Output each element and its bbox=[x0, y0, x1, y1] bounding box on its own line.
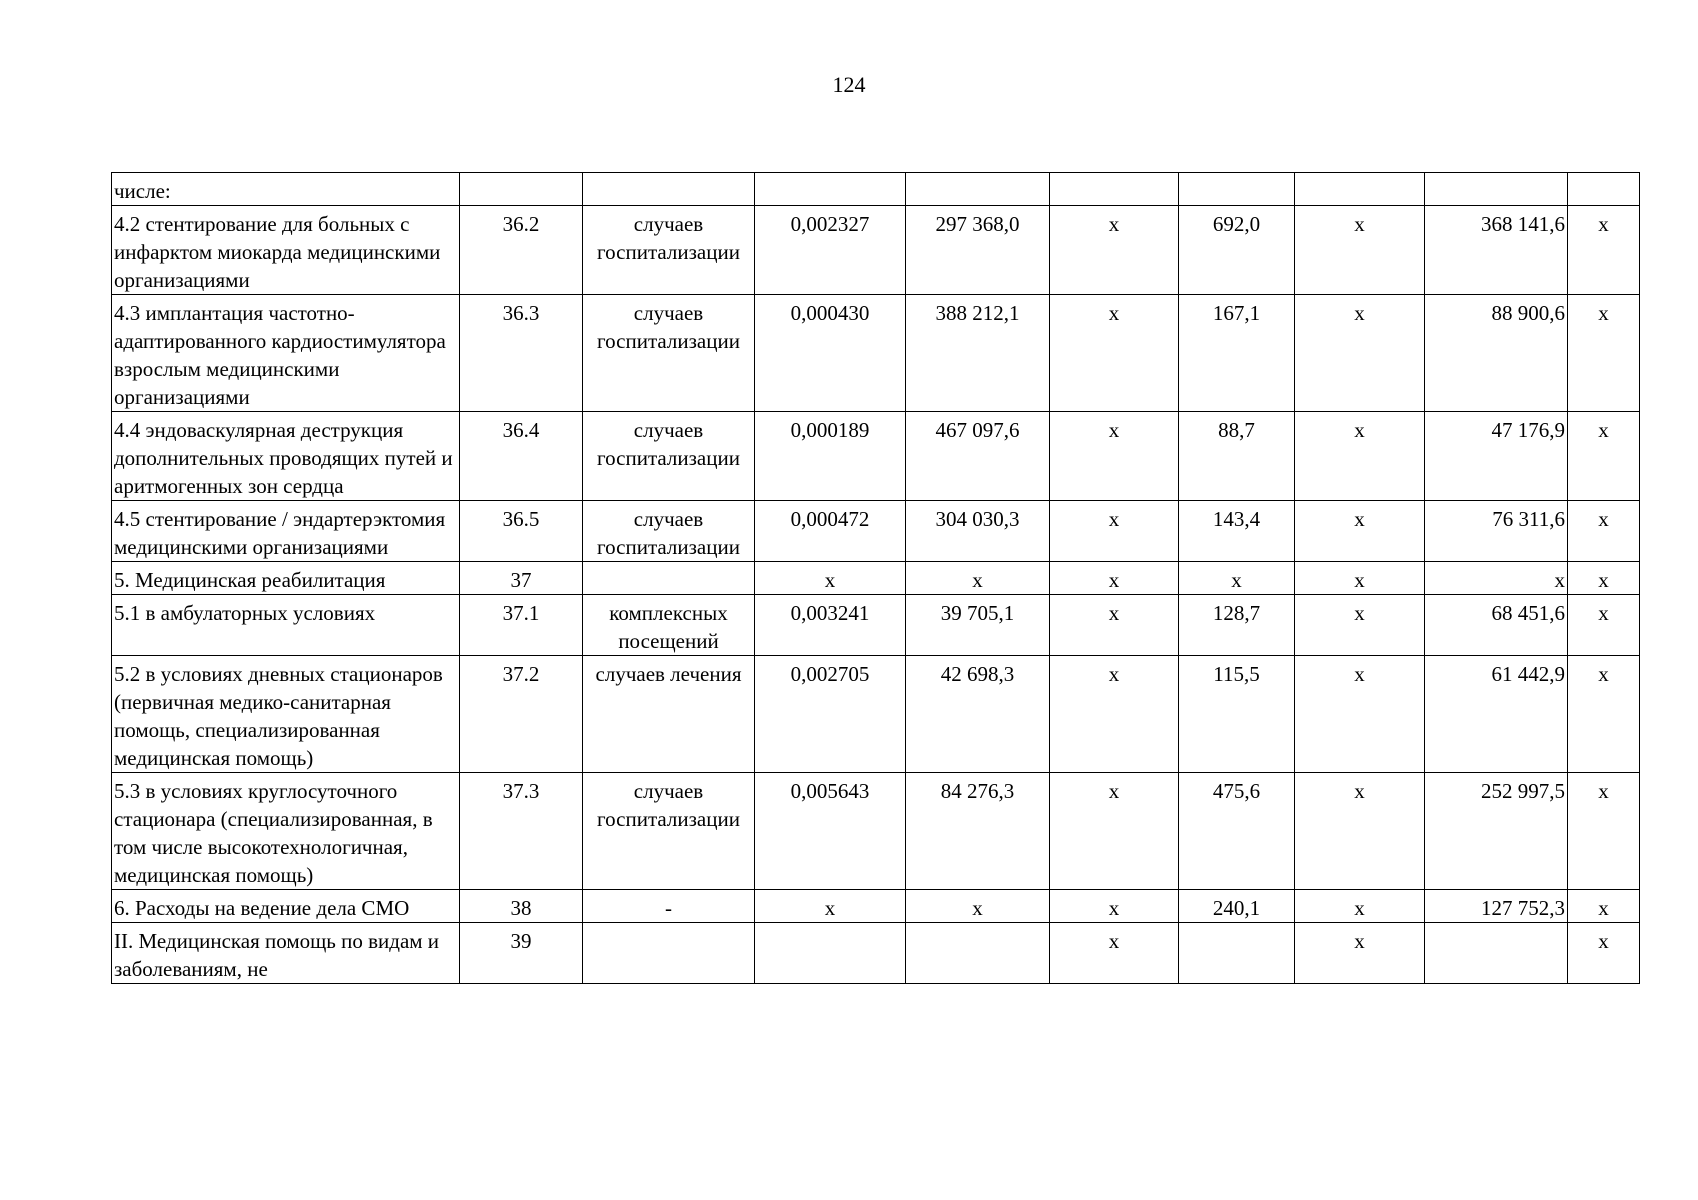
cell-norm-volume: x bbox=[755, 562, 906, 595]
cell-row-code: 39 bbox=[460, 923, 583, 984]
cell-row-code: 38 bbox=[460, 890, 583, 923]
cell-value-4 bbox=[1179, 923, 1295, 984]
cell-value-6: 47 176,9 bbox=[1425, 412, 1568, 501]
cell-value-5: x bbox=[1295, 595, 1425, 656]
cell-value-3: x bbox=[1050, 501, 1179, 562]
cell-name: 6. Расходы на ведение дела СМО bbox=[112, 890, 460, 923]
cell-norm-volume: 0,002705 bbox=[755, 656, 906, 773]
cell-unit: случаев госпитализации bbox=[583, 206, 755, 295]
cell-value-3: x bbox=[1050, 923, 1179, 984]
cell-name: числе: bbox=[112, 173, 460, 206]
cell-unit: комплексных посещений bbox=[583, 595, 755, 656]
cell-norm-cost: 84 276,3 bbox=[906, 773, 1050, 890]
cell-value-7 bbox=[1568, 173, 1640, 206]
cell-row-code: 37.1 bbox=[460, 595, 583, 656]
cell-unit bbox=[583, 923, 755, 984]
cell-value-6: 88 900,6 bbox=[1425, 295, 1568, 412]
cell-name: 4.4 эндоваскулярная деструкция дополнительных проводящих путей и аритмогенных зон сердца bbox=[112, 412, 460, 501]
cell-row-code: 36.3 bbox=[460, 295, 583, 412]
cell-name: 5.2 в условиях дневных стационаров (первичная медико-санитарная помощь, специализированная медицинская помощь) bbox=[112, 656, 460, 773]
cell-value-4: 167,1 bbox=[1179, 295, 1295, 412]
cell-value-5: x bbox=[1295, 656, 1425, 773]
cell-value-3: x bbox=[1050, 206, 1179, 295]
cell-norm-cost: 297 368,0 bbox=[906, 206, 1050, 295]
table-row bbox=[112, 173, 1640, 206]
cell-value-7: x bbox=[1568, 295, 1640, 412]
cell-value-6: 127 752,3 bbox=[1425, 890, 1568, 923]
cell-value-6: 76 311,6 bbox=[1425, 501, 1568, 562]
data-table bbox=[111, 172, 1640, 984]
cell-norm-cost: 42 698,3 bbox=[906, 656, 1050, 773]
table-row bbox=[112, 501, 1640, 562]
cell-value-3: x bbox=[1050, 656, 1179, 773]
cell-value-5 bbox=[1295, 173, 1425, 206]
cell-value-4: 475,6 bbox=[1179, 773, 1295, 890]
cell-value-3 bbox=[1050, 173, 1179, 206]
table-row bbox=[112, 656, 1640, 773]
cell-unit: случаев госпитализации bbox=[583, 773, 755, 890]
cell-value-5: x bbox=[1295, 890, 1425, 923]
cell-norm-volume: 0,003241 bbox=[755, 595, 906, 656]
cell-name: II. Медицинская помощь по видам и заболеваниям, не bbox=[112, 923, 460, 984]
cell-row-code: 37 bbox=[460, 562, 583, 595]
cell-name: 5. Медицинская реабилитация bbox=[112, 562, 460, 595]
cell-value-7: x bbox=[1568, 501, 1640, 562]
cell-value-7: x bbox=[1568, 562, 1640, 595]
cell-value-4: 88,7 bbox=[1179, 412, 1295, 501]
page-number: 124 bbox=[832, 72, 866, 97]
cell-name: 5.1 в амбулаторных условиях bbox=[112, 595, 460, 656]
cell-norm-volume: 0,000472 bbox=[755, 501, 906, 562]
cell-value-6: 252 997,5 bbox=[1425, 773, 1568, 890]
cell-name: 4.2 стентирование для больных с инфарктом миокарда медицинскими организациями bbox=[112, 206, 460, 295]
cell-norm-cost bbox=[906, 173, 1050, 206]
cell-norm-volume: 0,005643 bbox=[755, 773, 906, 890]
cell-unit: случаев госпитализации bbox=[583, 412, 755, 501]
cell-value-4: 692,0 bbox=[1179, 206, 1295, 295]
cell-value-6 bbox=[1425, 173, 1568, 206]
table-row bbox=[112, 562, 1640, 595]
cell-norm-volume bbox=[755, 923, 906, 984]
cell-row-code bbox=[460, 173, 583, 206]
cell-norm-cost bbox=[906, 923, 1050, 984]
cell-name: 5.3 в условиях круглосуточного стационара (специализированная, в том числе высокотехнологичная, медицинская помощь) bbox=[112, 773, 460, 890]
cell-norm-volume: 0,000430 bbox=[755, 295, 906, 412]
cell-value-4: 128,7 bbox=[1179, 595, 1295, 656]
cell-value-5: x bbox=[1295, 773, 1425, 890]
table-row bbox=[112, 923, 1640, 984]
cell-value-4: 115,5 bbox=[1179, 656, 1295, 773]
cell-value-7: x bbox=[1568, 595, 1640, 656]
cell-value-6: 68 451,6 bbox=[1425, 595, 1568, 656]
table-body bbox=[112, 173, 1640, 984]
cell-value-7: x bbox=[1568, 656, 1640, 773]
cell-unit: случаев госпитализации bbox=[583, 295, 755, 412]
table-row bbox=[112, 595, 1640, 656]
cell-row-code: 36.5 bbox=[460, 501, 583, 562]
table-row bbox=[112, 890, 1640, 923]
table-row bbox=[112, 206, 1640, 295]
cell-name: 4.3 имплантация частотно-адаптированного кардиостимулятора взрослым медицинскими организациями bbox=[112, 295, 460, 412]
cell-value-7: x bbox=[1568, 773, 1640, 890]
cell-value-6: 61 442,9 bbox=[1425, 656, 1568, 773]
cell-value-6 bbox=[1425, 923, 1568, 984]
cell-value-5: x bbox=[1295, 412, 1425, 501]
cell-value-5: x bbox=[1295, 923, 1425, 984]
cell-norm-cost: 388 212,1 bbox=[906, 295, 1050, 412]
table-row bbox=[112, 412, 1640, 501]
cell-norm-volume: 0,002327 bbox=[755, 206, 906, 295]
cell-norm-volume: x bbox=[755, 890, 906, 923]
cell-value-4: x bbox=[1179, 562, 1295, 595]
cell-norm-cost: 467 097,6 bbox=[906, 412, 1050, 501]
table-row bbox=[112, 295, 1640, 412]
cell-value-7: x bbox=[1568, 923, 1640, 984]
cell-value-3: x bbox=[1050, 412, 1179, 501]
cell-value-3: x bbox=[1050, 295, 1179, 412]
cell-value-4: 240,1 bbox=[1179, 890, 1295, 923]
cell-value-4: 143,4 bbox=[1179, 501, 1295, 562]
cell-name: 4.5 стентирование / эндартерэктомия медицинскими организациями bbox=[112, 501, 460, 562]
table-row bbox=[112, 773, 1640, 890]
cell-norm-cost: x bbox=[906, 890, 1050, 923]
cell-value-5: x bbox=[1295, 562, 1425, 595]
cell-row-code: 36.4 bbox=[460, 412, 583, 501]
cell-norm-cost: x bbox=[906, 562, 1050, 595]
cell-value-6: 368 141,6 bbox=[1425, 206, 1568, 295]
cell-norm-volume bbox=[755, 173, 906, 206]
cell-unit: случаев лечения bbox=[583, 656, 755, 773]
cell-value-7: x bbox=[1568, 206, 1640, 295]
cell-value-5: x bbox=[1295, 295, 1425, 412]
cell-norm-volume: 0,000189 bbox=[755, 412, 906, 501]
cell-value-7: x bbox=[1568, 412, 1640, 501]
cell-value-5: x bbox=[1295, 501, 1425, 562]
cell-value-4 bbox=[1179, 173, 1295, 206]
cell-row-code: 36.2 bbox=[460, 206, 583, 295]
cell-unit bbox=[583, 173, 755, 206]
cell-norm-cost: 304 030,3 bbox=[906, 501, 1050, 562]
cell-value-3: x bbox=[1050, 595, 1179, 656]
cell-value-3: x bbox=[1050, 562, 1179, 595]
cell-value-3: x bbox=[1050, 890, 1179, 923]
cell-value-3: x bbox=[1050, 773, 1179, 890]
cell-unit bbox=[583, 562, 755, 595]
cell-value-7: x bbox=[1568, 890, 1640, 923]
cell-value-5: x bbox=[1295, 206, 1425, 295]
cell-unit: - bbox=[583, 890, 755, 923]
cell-value-6: x bbox=[1425, 562, 1568, 595]
cell-unit: случаев госпитализации bbox=[583, 501, 755, 562]
cell-row-code: 37.2 bbox=[460, 656, 583, 773]
cell-norm-cost: 39 705,1 bbox=[906, 595, 1050, 656]
cell-row-code: 37.3 bbox=[460, 773, 583, 890]
